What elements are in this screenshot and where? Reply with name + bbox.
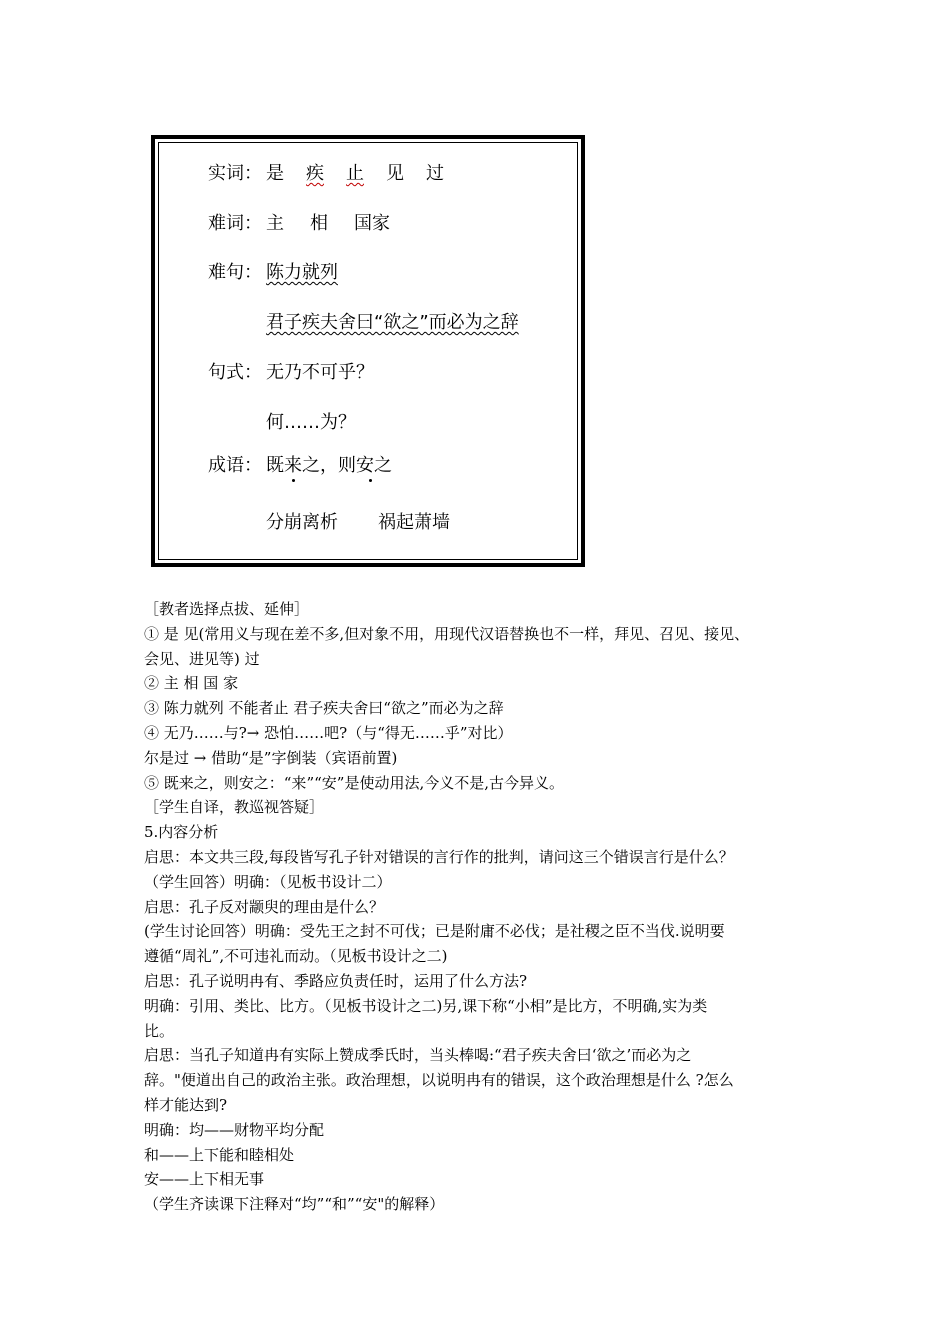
- board-shici-item: 疾: [306, 163, 324, 184]
- text-line: 尔是过 → 借助“是”字倒装（宾语前置): [144, 748, 398, 767]
- board-row-nanju-2: [266, 310, 519, 336]
- board-shici-item: 止: [346, 163, 364, 184]
- emphasis-dot: [292, 479, 295, 482]
- text-line: （学生回答）明确：（见板书设计二）: [144, 872, 392, 891]
- board-shici-item: 是: [266, 163, 284, 184]
- board-nanju-1: 陈力就列: [266, 262, 338, 283]
- board-chengyu-1: 既来之，则安之: [266, 455, 392, 476]
- board-label-chengyu: 成语：: [208, 455, 262, 476]
- text-line: 会见、进见等) 过: [144, 649, 260, 668]
- text-line: ④ 无乃……与?→ 恐怕……吧?（与“得无……乎”对比）: [144, 723, 513, 742]
- board-row-jushi: [208, 360, 374, 386]
- text-line: 安——上下相无事: [144, 1170, 265, 1189]
- text-line: ② 主 相 国 家: [144, 674, 239, 693]
- board-label-nanci: 难词：: [208, 213, 262, 234]
- board-label-jushi: 句式：: [208, 362, 262, 383]
- board-shici-item: 见: [386, 163, 404, 184]
- text-line: 启思：孔子说明冉有、季路应负责任时，运用了什么方法?: [144, 971, 528, 990]
- board-row-shici: [208, 161, 458, 187]
- board-label-shici: 实词：: [208, 163, 262, 184]
- board-nanci-item: 相: [310, 213, 328, 234]
- text-line: 明确：引用、类比、比方。（见板书设计之二)另,课下称“小相”是比方，不明确,实为类: [144, 996, 708, 1015]
- text-line: 明确：均——财物平均分配: [144, 1120, 325, 1139]
- text-line: ③ 陈力就列 不能者止 君子疾夫舍曰“欲之”而必为之辞: [144, 699, 504, 718]
- board-label-nanju: 难句：: [208, 262, 262, 283]
- text-line: ⑤ 既来之，则安之：“来”“安”是使动用法,今义不是,古今异义。: [144, 773, 564, 792]
- board-jushi-1: 无乃不可乎？: [266, 362, 374, 383]
- text-line: 比。: [144, 1021, 175, 1040]
- board-nanju-2: 君子疾夫舍曰“欲之”而必为之辞: [266, 312, 519, 333]
- text-line: ［教者选择点拔、延伸］: [144, 600, 310, 618]
- board-row-nanju: [208, 260, 338, 286]
- text-line: 启思：本文共三段,每段皆写孔子针对错误的言行作的批判，请问这三个错误言行是什么？: [144, 847, 734, 866]
- board-jushi-2: 何……为？: [266, 412, 356, 433]
- board-chengyu-2b: 祸起萧墙: [378, 512, 450, 533]
- text-line: 辞。"便道出自己的政治主张。政治理想，以说明冉有的错误，这个政治理想是什么 ?怎么: [144, 1071, 734, 1090]
- blackboard-frame: [151, 135, 585, 567]
- board-chengyu-2a: 分崩离析: [266, 512, 338, 533]
- text-line: (学生讨论回答）明确：受先王之封不可伐；已是附庸不必伐；是社稷之臣不当伐.说明要: [144, 922, 725, 941]
- text-line: 遵循“周礼”,不可违礼而动。（见板书设计之二): [144, 947, 448, 966]
- text-line: 5.内容分析: [144, 823, 219, 842]
- board-row-nanci: [208, 211, 404, 237]
- text-line: ① 是 见(常用义与现在差不多,但对象不用，用现代汉语替换也不一样，拜见、召见、接见、: [144, 624, 750, 643]
- text-line: 和——上下能和睦相处: [144, 1145, 295, 1164]
- text-line: （学生齐读课下注释对“均”“和”“安"的解释）: [144, 1195, 445, 1214]
- board-nanci-item: 主: [266, 213, 284, 234]
- text-line: 启思：当孔子知道冉有实际上赞成季氏时，当头棒喝:“君子疾夫舍曰‘欲之’而必为之: [144, 1046, 692, 1065]
- board-row-jushi-2: [266, 410, 356, 436]
- board-nanci-item: 国家: [354, 213, 390, 234]
- text-line: 样才能达到?: [144, 1095, 228, 1114]
- board-shici-item: 过: [426, 163, 444, 184]
- board-row-chengyu: [208, 453, 392, 479]
- blackboard-inner-border: [158, 142, 578, 560]
- text-line: ［学生自译，教巡视答疑］: [144, 798, 325, 817]
- text-line: 启思：孔子反对颛臾的理由是什么？: [144, 897, 385, 916]
- emphasis-dot: [369, 479, 372, 482]
- lesson-text: [144, 597, 814, 1217]
- board-row-chengyu-2: [266, 510, 450, 536]
